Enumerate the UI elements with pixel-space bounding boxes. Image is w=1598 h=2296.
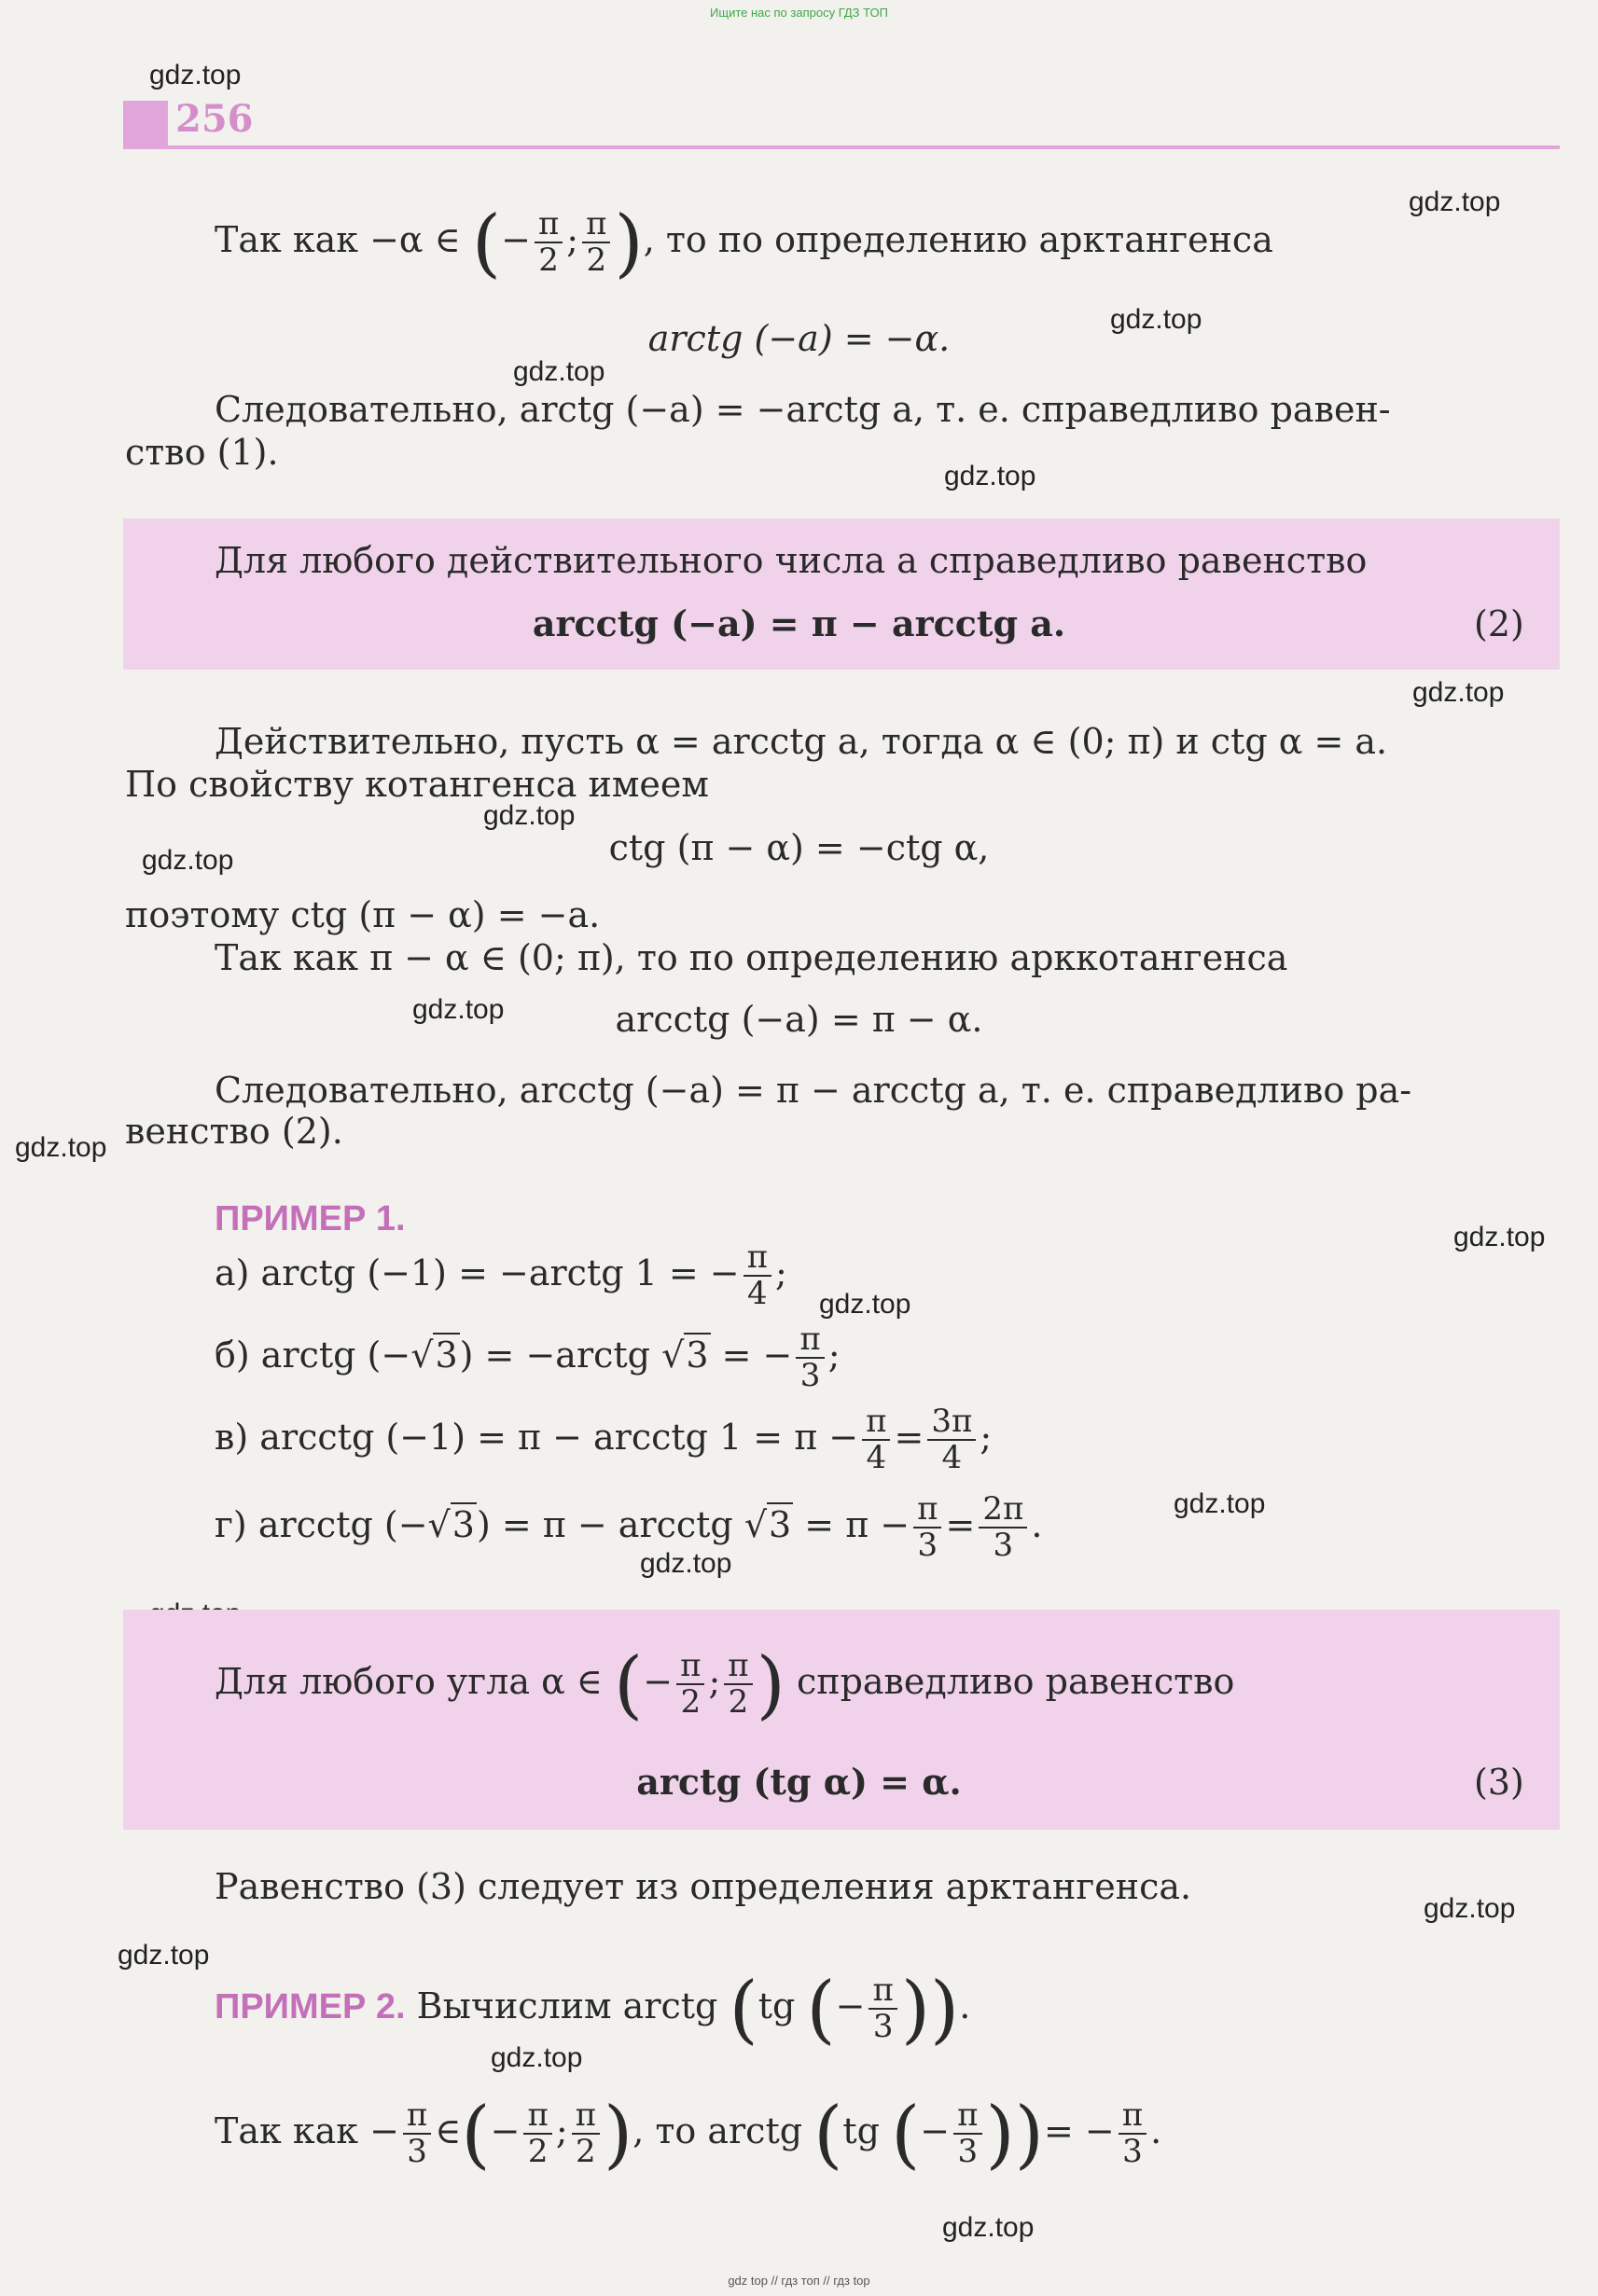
watermark: gdz.top <box>412 994 505 1025</box>
text-line: венство (2). <box>125 1111 343 1152</box>
text-line: Действительно, пусть α = arcctg a, тогда α ∈ (0; π) и ctg α = a. <box>215 721 1388 762</box>
watermark: gdz.top <box>1412 677 1505 708</box>
watermark: gdz.top <box>142 845 234 876</box>
watermark: gdz.top <box>942 2212 1035 2243</box>
text-line: Следовательно, arcctg (−a) = π − arcctg a, т. е. справедливо ра- <box>215 1070 1412 1111</box>
watermark: gdz.top <box>1174 1488 1266 1519</box>
watermark: gdz.top <box>491 2042 583 2073</box>
bottom-note: gdz top // гдз топ // гдз top <box>728 2274 870 2288</box>
theorem-formula: arctg (tg α) = α. <box>636 1761 962 1803</box>
watermark: gdz.top <box>118 1940 210 1971</box>
watermark: gdz.top <box>15 1132 107 1163</box>
example-title: ПРИМЕР 1. <box>215 1199 406 1238</box>
theorem-text: Для любого угла α ∈ (− $\frac{\pi}{2}$ ; $\frac{\pi}{2}$ ) справедливо равенство <box>215 1640 1235 1728</box>
text-line: Так как − $\frac{\pi}{3}$ ∈(− $\frac{\pi}{2}$ ; $\frac{\pi}{2}$ ), то arctg (tg (− $\frac{\pi}{3}$ ))= − $\frac{\pi}{3}$ . <box>215 2090 1162 2178</box>
watermark: gdz.top <box>819 1289 911 1320</box>
theorem-text: Для любого действительного числа a справедливо равенство <box>215 540 1368 581</box>
example-line-b: б) arctg (−√3) = −arctg √3 = − $\frac{\pi}{3}$ ; <box>215 1321 841 1395</box>
example-line-a: а) arctg (−1) = −arctg 1 = − $\frac{\pi}{4}$ ; <box>215 1238 787 1313</box>
text-line: Так как π − α ∈ (0; π), то по определению арккотангенса <box>215 937 1288 978</box>
example-title: ПРИМЕР 2. <box>215 1986 406 2026</box>
example-line-g: г) arcctg (−√3) = π − arcctg √3 = π − $\frac{\pi}{3}$ = $\frac{2\pi}{3}$ . <box>215 1490 1043 1565</box>
theorem-formula: arcctg (−a) = π − arcctg a. <box>532 602 1066 644</box>
watermark: gdz.top <box>483 800 576 831</box>
watermark: gdz.top <box>640 1548 732 1579</box>
formula: ctg (π − α) = −ctg α, <box>608 827 990 868</box>
watermark: gdz.top <box>1409 187 1501 217</box>
text-line: Равенство (3) следует из определения арктангенса. <box>215 1866 1192 1907</box>
example-line-v: в) arcctg (−1) = π − arcctg 1 = π − $\frac{\pi}{4}$ = $\frac{3\pi}{4}$ ; <box>215 1403 993 1477</box>
watermark: gdz.top <box>1110 304 1202 335</box>
text-line: поэтому ctg (π − α) = −a. <box>125 894 601 935</box>
formula: arctg (−a) = −α. <box>647 318 951 359</box>
text-line: ство (1). <box>125 432 279 473</box>
header-rule <box>123 145 1560 149</box>
top-note: Ищите нас по запросу ГДЗ ТОП <box>710 6 888 20</box>
text-line: Так как −α ∈ (− $\frac{\pi}{2}$ ; $\frac{\pi}{2}$ ), то по определению арктангенса <box>215 199 1273 286</box>
text-line: По свойству котангенса имеем <box>125 764 709 805</box>
watermark: gdz.top <box>513 356 605 387</box>
watermark: gdz.top <box>1453 1222 1546 1252</box>
text-line: Следовательно, arctg (−a) = −arctg a, т. е. справедливо равен- <box>215 389 1391 430</box>
equation-number: (2) <box>1474 603 1524 644</box>
formula: arcctg (−a) = π − α. <box>615 999 983 1040</box>
watermark: gdz.top <box>149 60 242 90</box>
header-marker <box>123 101 168 145</box>
example-2-line: ПРИМЕР 2. Вычислим arctg (tg (− $\frac{\pi}{3}$ )). <box>215 1965 971 2053</box>
page-number: 256 <box>175 97 254 141</box>
watermark: gdz.top <box>1424 1893 1516 1924</box>
equation-number: (3) <box>1474 1762 1524 1803</box>
watermark: gdz.top <box>944 461 1036 491</box>
